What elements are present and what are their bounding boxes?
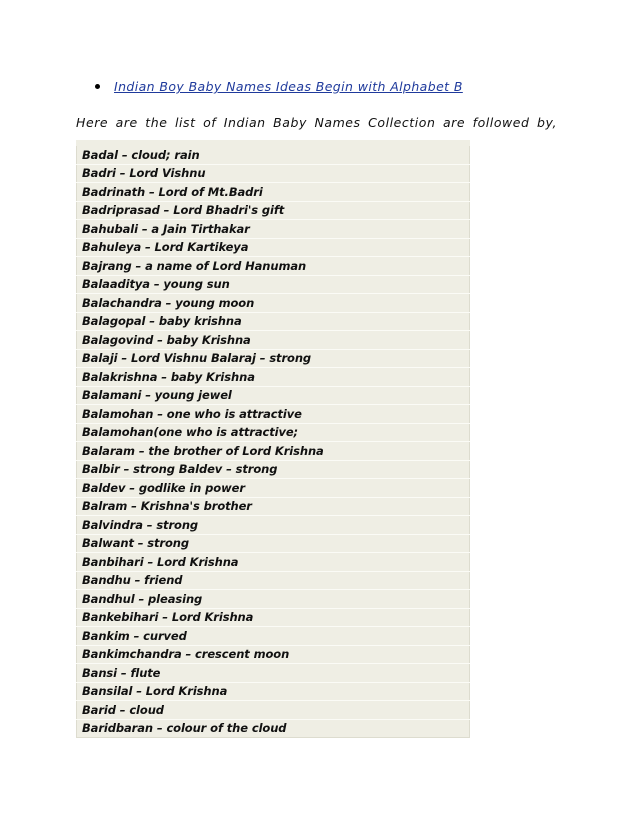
name-cell: Bansi – flute [77, 664, 470, 683]
name-cell: Badal – cloud; rain [77, 143, 470, 164]
table-row [77, 312, 470, 331]
table-row [77, 164, 470, 183]
table-row [77, 719, 470, 738]
table-row [77, 423, 470, 442]
name-cell: Badrinath – Lord of Mt.Badri [77, 183, 470, 202]
table-row [77, 331, 470, 350]
table-row [77, 143, 470, 164]
name-cell: Bansilal – Lord Krishna [77, 682, 470, 701]
name-cell: Badriprasad – Lord Bhadri's gift [77, 201, 470, 220]
name-cell: Balaaditya – young sun [77, 275, 470, 294]
table-row [77, 645, 470, 664]
table-row [77, 479, 470, 498]
table-row [77, 608, 470, 627]
name-cell: Balamohan – one who is attractive [77, 405, 470, 424]
bullet-item [95, 79, 463, 94]
name-cell: Balaji – Lord Vishnu Balaraj – strong [77, 349, 470, 368]
name-cell: Balram – Krishna's brother [77, 497, 470, 516]
name-cell: Baldev – godlike in power [77, 479, 470, 498]
table-row [77, 553, 470, 572]
bullet-dot-icon [95, 84, 100, 89]
name-cell: Balvindra – strong [77, 516, 470, 535]
name-cell: Baridbaran – colour of the cloud [77, 719, 470, 738]
names-table-body [77, 143, 470, 738]
table-row [77, 516, 470, 535]
name-cell: Bahuleya – Lord Kartikeya [77, 238, 470, 257]
name-cell: Bandhul – pleasing [77, 590, 470, 609]
table-row [77, 349, 470, 368]
table-row [77, 238, 470, 257]
name-cell: Balagovind – baby Krishna [77, 331, 470, 350]
table-row [77, 682, 470, 701]
table-row [77, 201, 470, 220]
table-row [77, 405, 470, 424]
name-cell: Bajrang – a name of Lord Hanuman [77, 257, 470, 276]
name-cell: Balakrishna – baby Krishna [77, 368, 470, 387]
intro-text: Here are the list of Indian Baby Names Collection are followed by, [76, 115, 558, 130]
name-cell: Balbir – strong Baldev – strong [77, 460, 470, 479]
table-row [77, 257, 470, 276]
name-cell: Badri – Lord Vishnu [77, 164, 470, 183]
table-row [77, 590, 470, 609]
table-row [77, 571, 470, 590]
table-row [77, 275, 470, 294]
name-cell: Bahubali – a Jain Tirthakar [77, 220, 470, 239]
name-cell: Bandhu – friend [77, 571, 470, 590]
name-cell: Balwant – strong [77, 534, 470, 553]
table-row [77, 627, 470, 646]
table-row [77, 701, 470, 720]
table-row [77, 386, 470, 405]
table-row [77, 183, 470, 202]
name-cell: Balachandra – young moon [77, 294, 470, 313]
name-cell: Bankim – curved [77, 627, 470, 646]
boy-names-b-link[interactable]: Indian Boy Baby Names Ideas Begin with Alphabet B [114, 79, 463, 94]
name-cell: Balaram – the brother of Lord Krishna [77, 442, 470, 461]
table-row [77, 460, 470, 479]
table-row [77, 534, 470, 553]
name-cell: Balamohan(one who is attractive; [77, 423, 470, 442]
name-cell: Balagopal – baby krishna [77, 312, 470, 331]
name-cell: Banbihari – Lord Krishna [77, 553, 470, 572]
table-row [77, 368, 470, 387]
name-cell: Balamani – young jewel [77, 386, 470, 405]
name-cell: Bankebihari – Lord Krishna [77, 608, 470, 627]
name-cell: Bankimchandra – crescent moon [77, 645, 470, 664]
names-table [76, 140, 470, 738]
table-row [77, 497, 470, 516]
table-row [77, 294, 470, 313]
table-row [77, 220, 470, 239]
name-cell: Barid – cloud [77, 701, 470, 720]
table-row [77, 664, 470, 683]
table-row [77, 442, 470, 461]
